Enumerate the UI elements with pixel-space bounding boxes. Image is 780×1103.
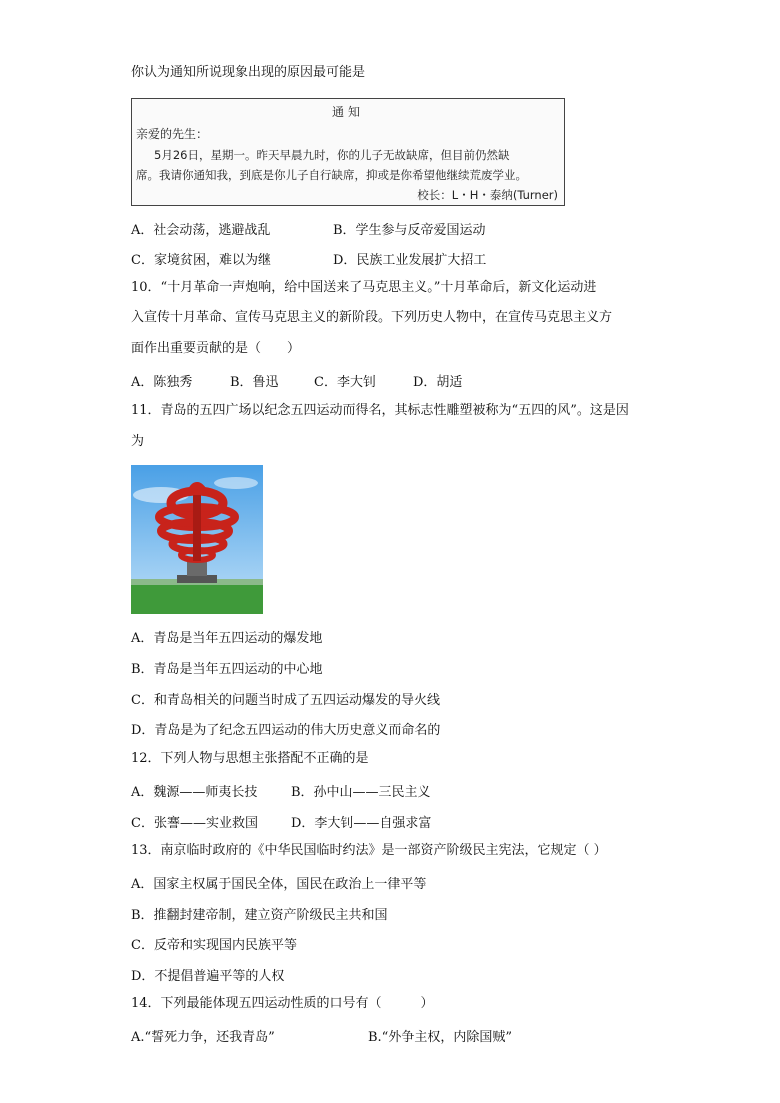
question-9-intro: 你认为通知所说现象出现的原因最可能是 bbox=[131, 65, 366, 80]
q10-stem-line-2: 入宣传十月革命、宣传马克思主义的新阶段。下列历史人物中，在宣传马克思主义方 bbox=[131, 310, 613, 325]
q12-stem: 12．下列人物与思想主张搭配不正确的是 bbox=[131, 751, 369, 766]
q12-option-b: B．孙中山——三民主义 bbox=[291, 785, 431, 800]
q10-option-d: D．胡适 bbox=[413, 375, 463, 390]
q10-option-b: B．鲁迅 bbox=[230, 375, 279, 390]
q11-stem-line-1: 11．青岛的五四广场以纪念五四运动而得名，其标志性雕塑被称为“五四的风”。这是因 bbox=[131, 403, 629, 418]
q14-stem: 14．下列最能体现五四运动性质的口号有（ ） bbox=[131, 996, 434, 1011]
q13-option-b: B．推翻封建帝制，建立资产阶级民主共和国 bbox=[131, 908, 388, 923]
sculpture-illustration bbox=[131, 465, 263, 614]
q14-option-a: A.“誓死力争，还我青岛” bbox=[131, 1030, 275, 1045]
may-fourth-wind-sculpture-photo bbox=[131, 465, 263, 614]
notice-image bbox=[131, 98, 565, 206]
q11-stem-line-2: 为 bbox=[131, 434, 145, 449]
q11-option-b: B．青岛是当年五四运动的中心地 bbox=[131, 662, 323, 677]
q9-option-a: A．社会动荡，逃避战乱 bbox=[131, 223, 271, 238]
q12-option-a: A．魏源——师夷长技 bbox=[131, 785, 258, 800]
notice-signature: 校长：L・H・泰纳(Turner) bbox=[417, 188, 558, 202]
q13-option-d: D．不提倡普遍平等的人权 bbox=[131, 969, 285, 984]
q13-option-c: C．反帝和实现国内民族平等 bbox=[131, 938, 297, 953]
q10-option-c: C．李大钊 bbox=[314, 375, 376, 390]
notice-line-2: 席。我请你通知我，到底是你儿子自行缺席，抑或是你希望他继续荒废学业。 bbox=[136, 168, 527, 182]
notice-greeting: 亲爱的先生： bbox=[136, 127, 209, 141]
q12-option-c: C．张謇——实业救国 bbox=[131, 816, 258, 831]
q14-option-b: B.“外争主权，内除国贼” bbox=[368, 1030, 512, 1045]
q9-option-b: B．学生参与反帝爱国运动 bbox=[333, 223, 486, 238]
q12-option-d: D．李大钊——自强求富 bbox=[291, 816, 432, 831]
q11-option-c: C．和青岛相关的问题当时成了五四运动爆发的导火线 bbox=[131, 693, 440, 708]
q9-option-c: C．家境贫困，难以为继 bbox=[131, 253, 271, 268]
q10-stem-line-3: 面作出重要贡献的是（ ） bbox=[131, 341, 301, 356]
q9-option-d: D．民族工业发展扩大招工 bbox=[333, 253, 487, 268]
q11-option-d: D．青岛是为了纪念五四运动的伟大历史意义而命名的 bbox=[131, 723, 441, 738]
notice-line-1: 5月26日，星期一。昨天早晨九时，你的儿子无故缺席，但目前仍然缺 bbox=[154, 148, 510, 162]
q13-stem: 13．南京临时政府的《中华民国临时约法》是一部资产阶级民主宪法，它规定（ ） bbox=[131, 843, 607, 858]
q10-option-a: A．陈独秀 bbox=[131, 375, 193, 390]
notice-title: 通知 bbox=[331, 105, 364, 119]
q13-option-a: A．国家主权属于国民全体，国民在政治上一律平等 bbox=[131, 877, 427, 892]
q10-stem-line-1: 10．“十月革命一声炮响，给中国送来了马克思主义。”十月革命后，新文化运动进 bbox=[131, 280, 597, 295]
q11-option-a: A．青岛是当年五四运动的爆发地 bbox=[131, 631, 323, 646]
